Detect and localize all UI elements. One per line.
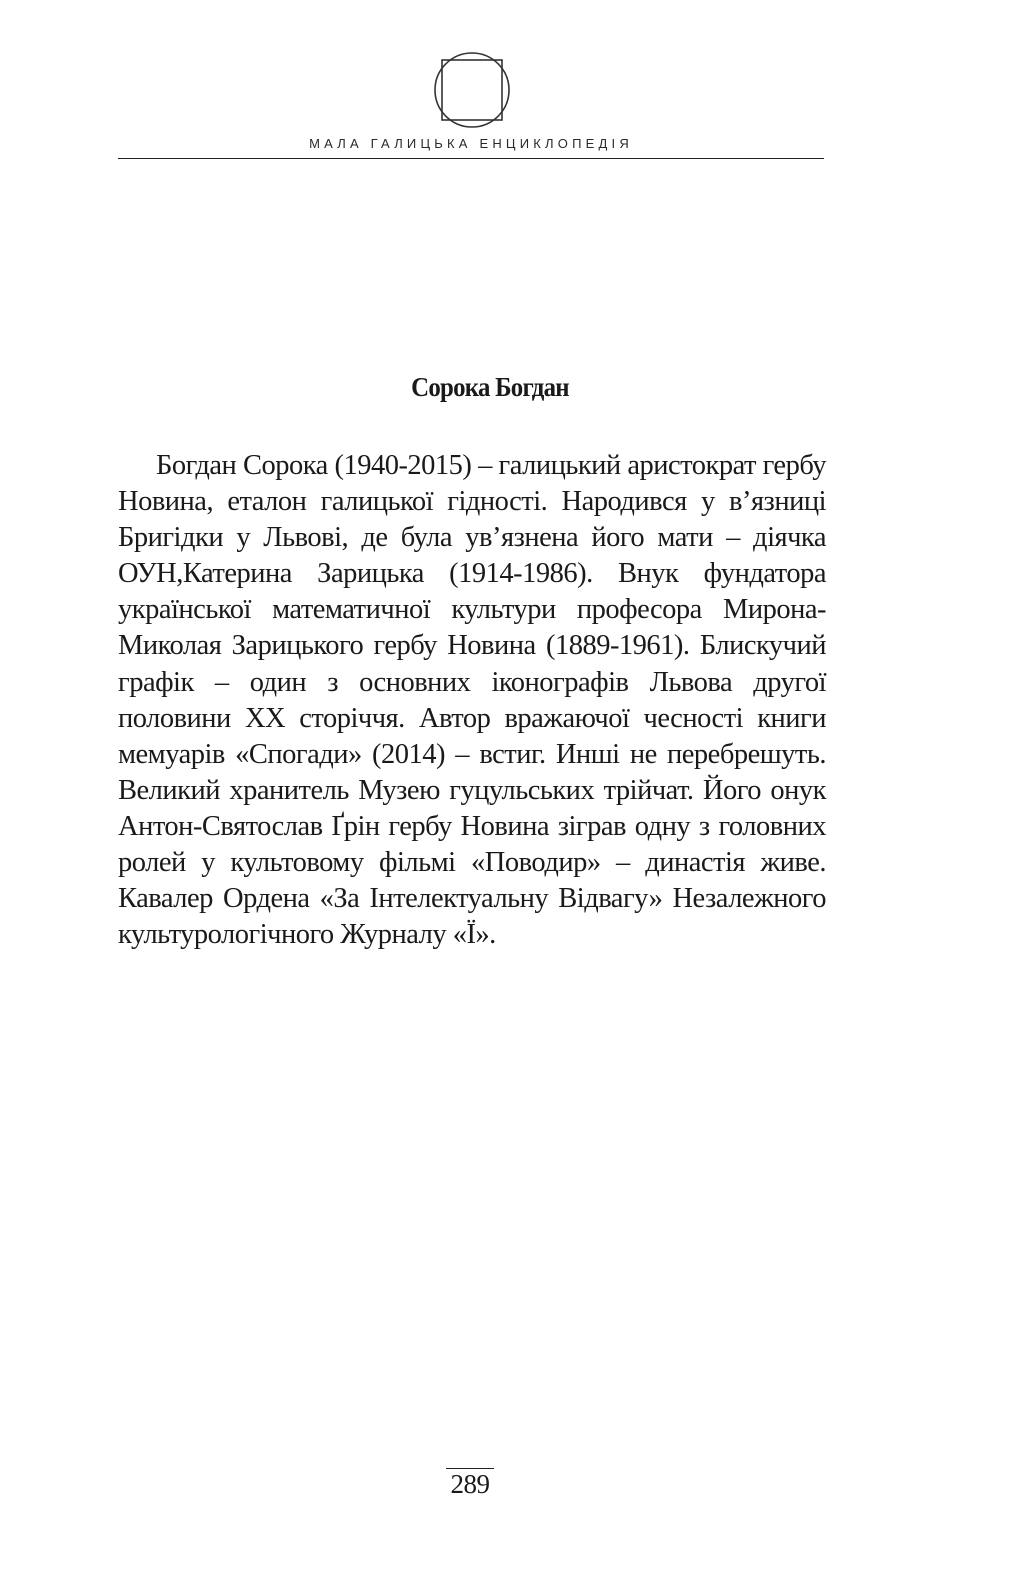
header-divider <box>118 158 824 159</box>
article-title: Сорока Богдан <box>411 372 569 402</box>
page-footer <box>446 1468 494 1499</box>
running-head: МАЛА ГАЛИЦЬКА ЕНЦИКЛОПЕДІЯ <box>309 136 633 151</box>
article-body: Богдан Сорока (1940-2015) – галицький аристократ гербу Новина, еталон галицької гідності. Народився у в’язниці Бригідки у Львові, де була ув’язнена його мати – діячка ОУН,Катерина Зарицька (1914-1986). Внук фундатора української математичної культури професора Мирона-Миколая Зарицького гербу Новина (1889-1961). Блискучий графік – один з основних іконографів Львова другої половини ХХ сторіччя. Автор вражаючої чесності книги мемуарів «Спогади» (2014) – встиг. Инші не перебрешуть. Великий хранитель Музею гуцульських трійчат. Його онук Антон-Святослав Ґрін гербу Новина зіграв одну з головних ролей у культовому фільмі «Поводир» – династія живе. Кавалер Ордена «За Інтелектуальну Відвагу» Незалежного культурологічного Журналу «Ї». <box>118 450 826 951</box>
circle-square-emblem-icon <box>432 48 512 132</box>
page-number: 289 <box>450 1469 490 1499</box>
